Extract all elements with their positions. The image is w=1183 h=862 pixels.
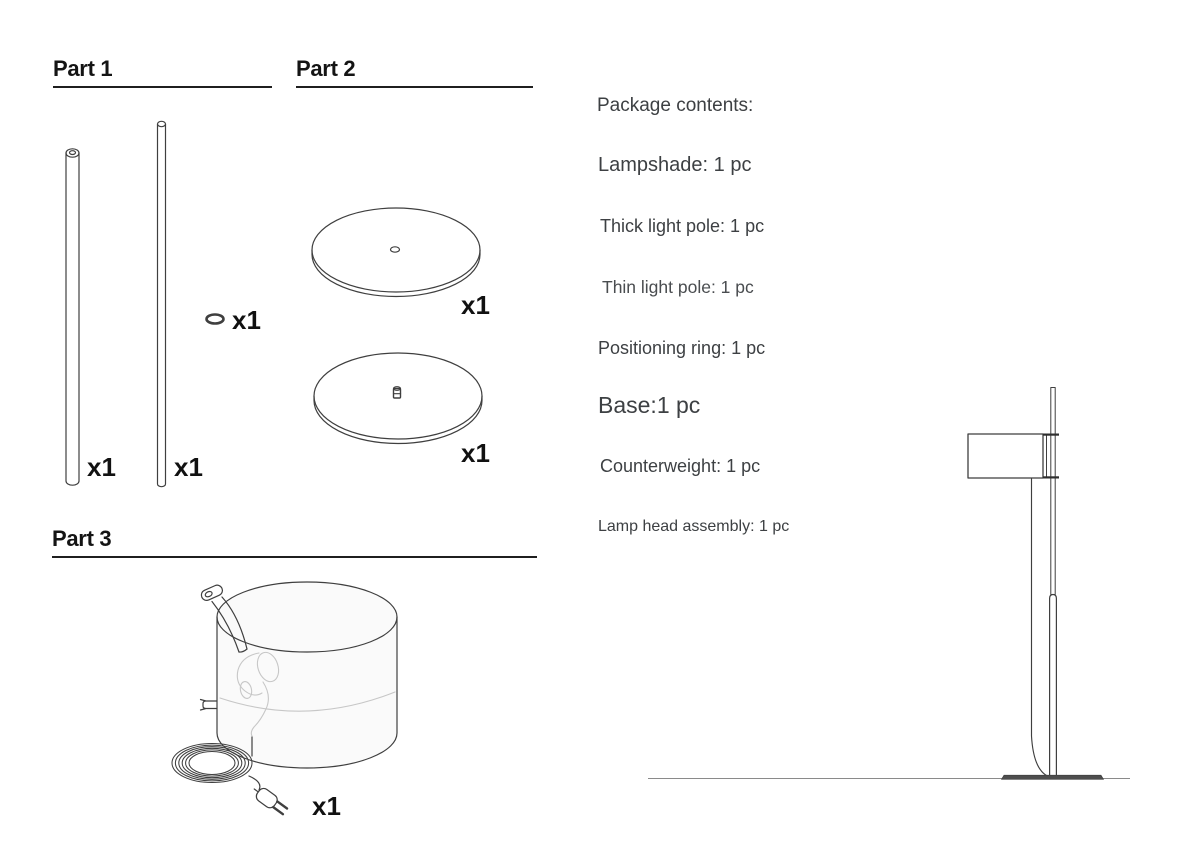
thin-light-pole-drawing (158, 121, 166, 486)
lamp-head-qty-label: x1 (312, 791, 341, 821)
side-bracket (201, 700, 218, 711)
cord-coil (172, 744, 252, 783)
package-item-lampshade: Lampshade: 1 pc (598, 154, 752, 176)
part3-header: Part 3 (52, 527, 537, 558)
thin-pole-qty-label: x1 (174, 452, 203, 482)
package-item-positioning-ring: Positioning ring: 1 pc (598, 338, 766, 358)
thick-pole-lower (1050, 595, 1057, 778)
positioning-ring-drawing (207, 315, 224, 324)
thick-pole-qty-label: x1 (87, 452, 116, 482)
thick-light-pole-drawing (66, 149, 79, 485)
lamp-cord-line (1032, 478, 1050, 777)
package-contents-title: Package contents: (597, 95, 754, 116)
part1-header: Part 1 (53, 57, 272, 88)
base-disc-drawing (312, 208, 480, 297)
lamp-head-assembly-drawing (172, 582, 397, 817)
counterweight-qty-label: x1 (461, 438, 490, 468)
base-disc-qty-label: x1 (461, 290, 490, 320)
package-item-lamp-head: Lamp head assembly: 1 pc (598, 518, 790, 535)
counterweight-disc-drawing (314, 353, 482, 444)
lamp-head-box (968, 434, 1043, 478)
power-plug (250, 783, 289, 817)
base-plate (1002, 775, 1104, 779)
ring-qty-label: x1 (232, 305, 261, 335)
part2-drawing (290, 180, 550, 480)
assembled-lamp-drawing (630, 370, 1150, 790)
package-item-thick-pole: Thick light pole: 1 pc (600, 216, 765, 236)
package-item-thin-pole: Thin light pole: 1 pc (602, 277, 754, 297)
package-item-base: Base:1 pc (598, 392, 701, 418)
part1-drawing (40, 100, 300, 500)
thin-pole-upper (1051, 388, 1055, 595)
part3-drawing (150, 560, 560, 850)
part2-header: Part 2 (296, 57, 533, 88)
package-item-counterweight: Counterweight: 1 pc (600, 456, 761, 476)
